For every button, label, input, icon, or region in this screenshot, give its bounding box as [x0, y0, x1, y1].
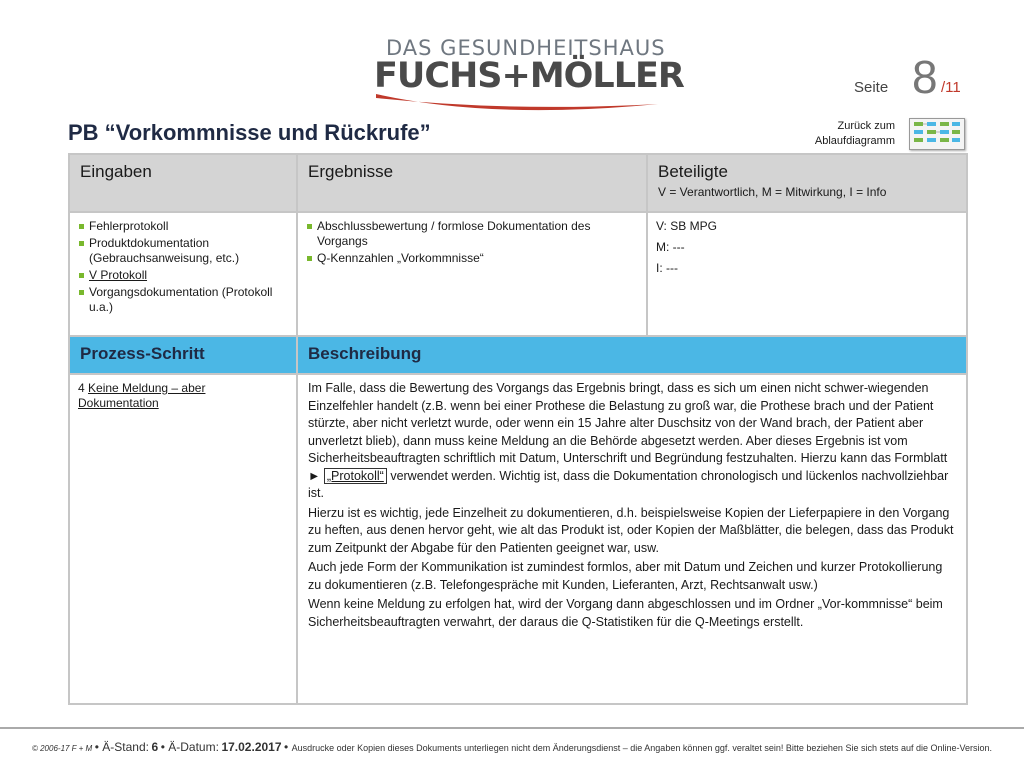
page-number: 8: [912, 51, 938, 103]
protokoll-link[interactable]: V Protokoll: [89, 268, 148, 282]
footer-copyright: © 2006-17 F + M: [31, 744, 93, 753]
beteiligte-legend: V = Verantwortlich, M = Mitwirkung, I = Info: [658, 185, 887, 199]
list-item: Q-Kennzahlen „Vorkommnisse“: [306, 251, 638, 266]
process-step-cell: [69, 374, 297, 704]
footer-datum-value: 17.02.2017: [221, 740, 282, 754]
description-paragraph-4: Wenn keine Meldung zu erfolgen hat, wird der Vorgang dann abgeschlossen und im Ordner „Vor-kommnisse“ beim Sicherheitsbeauftragten verwahrt, der daraus die Q-Statistiken für die Q-Meetings erstellt.: [308, 597, 943, 629]
beteiligte-header: [647, 154, 967, 212]
ergebnisse-header: [297, 154, 647, 212]
eingaben-cell: [69, 212, 297, 336]
back-to-diagram-link[interactable]: Zurück zum Ablaufdiagramm: [814, 120, 895, 147]
page-title: PB “Vorkommnisse und Rückrufe”: [68, 120, 431, 145]
list-item: Abschlussbewertung / formlose Dokumentation des Vorgangs: [306, 219, 638, 249]
footer-datum-label: Ä-Datum:: [168, 740, 219, 754]
verantwortlich-value: V: SB MPG: [656, 219, 717, 233]
description-paragraph-3: Auch jede Form der Kommunikation ist zumindest formlos, aber mit Datum und Zeichen und kurzer Protokollierung zu dokumentieren (z.B. Telefongespräche mit Kunden, Lieferanten, Arzt, Rechtsanwalt usw.): [308, 560, 943, 592]
io-header-row: [69, 154, 967, 212]
footer-divider: [0, 727, 1024, 729]
footer-stand-label: Ä-Stand:: [102, 740, 149, 754]
flowchart-thumbnail-icon: [910, 119, 964, 149]
step-name-link[interactable]: Keine Meldung – aber Dokumentation: [78, 381, 206, 410]
page-label: Seite: [854, 79, 889, 96]
page-total: /11: [941, 79, 961, 96]
footer-note: Ausdrucke oder Kopien dieses Dokuments unterliegen nicht dem Änderungsdienst – die Angaben können ggf. veraltet sein! Bitte beziehen Sie sich stets auf die Online-Version.: [291, 743, 993, 753]
description-text: Im Falle, dass die Bewertung des Vorgangs das Ergebnis bringt, dass es sich um einen nicht schwer-wiegenden Einzelfehler handelt (z.B. wenn bei einer Prothese die Belastung zu groß war, die Prothese brach und der Patient stürzte, aber nicht verletzt wurde, oder wenn ein 15 Jahre alter Duschsitz von der Wand brach, der Patient aber unverletzt blieb), dann muss keine Meldung an die Behörde abgesetzt werden. Aber dieses Ergebnis ist vom Sicherheitsbeauftragten schriftlich mit Datum, Unterschrift und Begründung festzuhalten. Hierzu kann das Formblatt: [308, 381, 948, 465]
logo-swoosh-icon: [372, 86, 662, 116]
footer: © 2006-17 F + M • Ä-Stand: 6 • Ä-Datum: 17.02.2017 • Ausdrucke oder Kopien dieses Dokuments unterliegen nicht dem Änderungsdienst – die Angaben können ggf. veraltet sein! Bitte beziehen Sie sich stets auf die Online-Version.: [31, 740, 993, 754]
description-cell: [297, 374, 967, 704]
process-header-row: [69, 336, 967, 374]
list-item: Vorgangsdokumentation (Protokoll u.a.): [78, 285, 288, 315]
step-number: 4: [78, 381, 85, 395]
arrow-icon: ►: [308, 468, 321, 483]
ergebnisse-list: [306, 219, 638, 266]
diagram-thumbnail-button[interactable]: [909, 118, 965, 150]
description-paragraph-2: Hierzu ist es wichtig, jede Einzelheit zu dokumentieren, d.h. beispielsweise Kopien der Lieferpapiere in den Vorgang zu heften, aus denen hervor geht, wie alt das Produkt ist, oder Kopien der Maßblätter, die belegen, dass das Produkt zum Zeitpunkt der Abgabe für den Patienten geeignet war, usw.: [308, 505, 954, 555]
list-item: Produktdokumentation (Gebrauchsanweisung, etc.): [78, 236, 288, 266]
mitwirkung-value: M: ---: [656, 240, 685, 254]
process-content-row: [69, 374, 967, 704]
description-paragraph-1: [308, 380, 956, 503]
list-item: [78, 268, 288, 283]
beschreibung-header: Beschreibung: [297, 336, 967, 374]
description-text: verwendet werden. Wichtig ist, dass die Dokumentation chronologisch und lückenlos nachvollziehbar ist.: [308, 468, 949, 500]
beteiligte-header-label: Beteiligte: [658, 162, 728, 181]
protokoll-form-link[interactable]: „Protokoll“: [324, 468, 387, 484]
prozess-schritt-header: Prozess-Schritt: [69, 336, 297, 374]
logo-wordmark: FUCHS+MÖLLER: [374, 56, 684, 96]
process-table: [68, 153, 968, 705]
info-value: I: ---: [656, 261, 678, 275]
list-item: Fehlerprotokoll: [78, 219, 288, 234]
company-logo: [372, 36, 684, 116]
eingaben-header: [69, 154, 297, 212]
io-content-row: [69, 212, 967, 336]
ergebnisse-cell: [297, 212, 647, 336]
eingaben-header-label: Eingaben: [80, 162, 152, 181]
logo-tagline: DAS GESUNDHEITSHAUS: [386, 36, 666, 60]
beteiligte-cell: [647, 212, 967, 336]
footer-stand-value: 6: [151, 740, 159, 754]
eingaben-list: [78, 219, 288, 315]
ergebnisse-header-label: Ergebnisse: [308, 162, 394, 181]
